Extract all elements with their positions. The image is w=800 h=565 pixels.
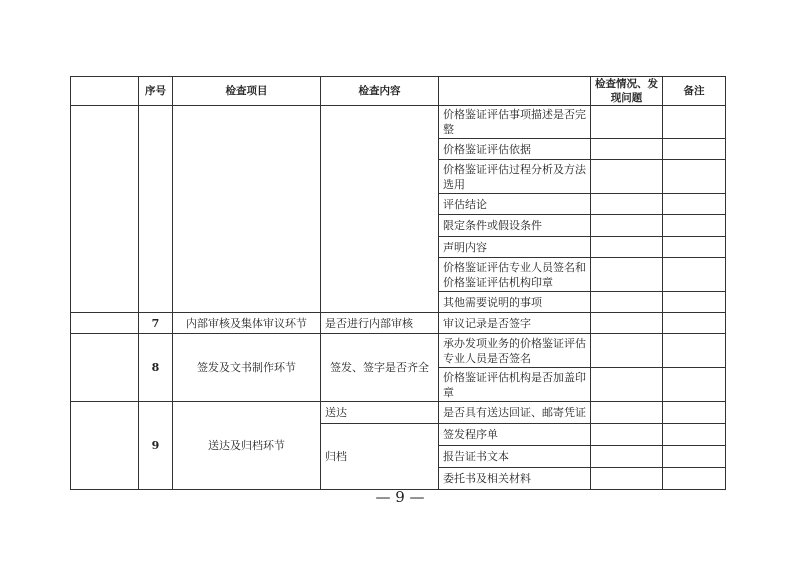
- blank-cell: [71, 313, 139, 334]
- seq-cell: 8: [139, 334, 173, 402]
- table-row: [71, 402, 726, 424]
- findings-cell[interactable]: [591, 292, 663, 313]
- seq-cell: 7: [139, 313, 173, 334]
- inspection-table: [70, 76, 726, 490]
- check-point: 声明内容: [439, 237, 591, 258]
- header-row: [71, 77, 726, 106]
- check-point: 委托书及相关材料: [439, 468, 591, 490]
- check-point: 是否具有送达回证、邮寄凭证: [439, 402, 591, 424]
- seq-cell: 9: [139, 402, 173, 490]
- findings-cell[interactable]: [591, 402, 663, 424]
- findings-cell[interactable]: [591, 424, 663, 446]
- header-remarks: 备注: [663, 77, 726, 106]
- check-point: 报告证书文本: [439, 446, 591, 468]
- content-cell-continued: [321, 106, 439, 313]
- content-cell: 归档: [321, 424, 439, 490]
- findings-cell[interactable]: [591, 368, 663, 402]
- remarks-cell[interactable]: [663, 402, 726, 424]
- findings-cell[interactable]: [591, 258, 663, 292]
- remarks-cell[interactable]: [663, 313, 726, 334]
- check-point: 其他需要说明的事项: [439, 292, 591, 313]
- remarks-cell[interactable]: [663, 468, 726, 490]
- findings-cell[interactable]: [591, 194, 663, 215]
- check-point: 价格鉴证评估机构是否加盖印章: [439, 368, 591, 402]
- remarks-cell[interactable]: [663, 424, 726, 446]
- page-number: — 9 —: [375, 488, 425, 506]
- findings-cell[interactable]: [591, 468, 663, 490]
- item-cell: 送达及归档环节: [173, 402, 321, 490]
- check-point: 限定条件或假设条件: [439, 215, 591, 237]
- header-point-blank: [439, 77, 591, 106]
- check-point: 评估结论: [439, 194, 591, 215]
- findings-cell[interactable]: [591, 106, 663, 139]
- content-cell: 送达: [321, 402, 439, 424]
- findings-cell[interactable]: [591, 215, 663, 237]
- item-cell: 签发及文书制作环节: [173, 334, 321, 402]
- remarks-cell[interactable]: [663, 106, 726, 139]
- content-cell: 是否进行内部审核: [321, 313, 439, 334]
- blank-cell: [71, 402, 139, 490]
- header-seq: 序号: [139, 77, 173, 106]
- blank-cell: [71, 106, 139, 313]
- findings-cell[interactable]: [591, 237, 663, 258]
- item-cell-continued: [173, 106, 321, 313]
- header-findings: 检查情况、发现问题: [591, 77, 663, 106]
- remarks-cell[interactable]: [663, 139, 726, 160]
- blank-cell: [71, 334, 139, 402]
- check-point: 审议记录是否签字: [439, 313, 591, 334]
- remarks-cell[interactable]: [663, 292, 726, 313]
- check-point: 价格鉴证评估依据: [439, 139, 591, 160]
- blank-header-cell: [71, 77, 139, 106]
- remarks-cell[interactable]: [663, 194, 726, 215]
- remarks-cell[interactable]: [663, 368, 726, 402]
- check-point: 签发程序单: [439, 424, 591, 446]
- remarks-cell[interactable]: [663, 237, 726, 258]
- content-cell: 签发、签字是否齐全: [321, 334, 439, 402]
- findings-cell[interactable]: [591, 160, 663, 194]
- table-row: [71, 334, 726, 368]
- header-item: 检查项目: [173, 77, 321, 106]
- remarks-cell[interactable]: [663, 446, 726, 468]
- findings-cell[interactable]: [591, 313, 663, 334]
- item-cell: 内部审核及集体审议环节: [173, 313, 321, 334]
- check-point: 价格鉴证评估事项描述是否完整: [439, 106, 591, 139]
- check-point: 价格鉴证评估专业人员签名和价格鉴证评估机构印章: [439, 258, 591, 292]
- findings-cell[interactable]: [591, 139, 663, 160]
- remarks-cell[interactable]: [663, 258, 726, 292]
- table-row: [71, 313, 726, 334]
- findings-cell[interactable]: [591, 446, 663, 468]
- remarks-cell[interactable]: [663, 215, 726, 237]
- check-point: 承办发项业务的价格鉴证评估专业人员是否签名: [439, 334, 591, 368]
- table-row: [71, 106, 726, 139]
- remarks-cell[interactable]: [663, 334, 726, 368]
- header-content: 检查内容: [321, 77, 439, 106]
- findings-cell[interactable]: [591, 334, 663, 368]
- check-point: 价格鉴证评估过程分析及方法选用: [439, 160, 591, 194]
- remarks-cell[interactable]: [663, 160, 726, 194]
- seq-cell-continued: [139, 106, 173, 313]
